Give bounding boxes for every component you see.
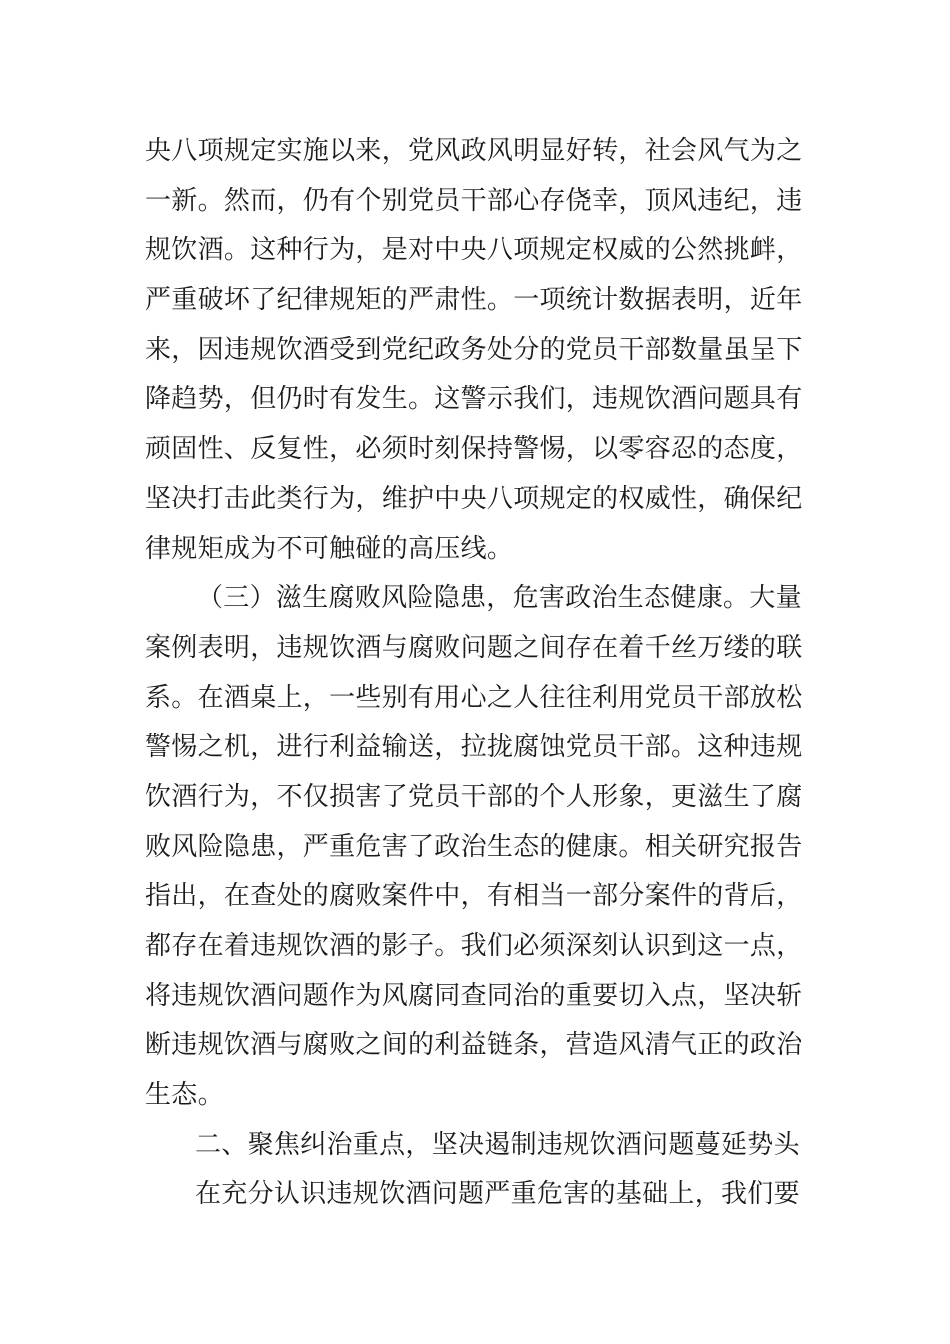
text-line: 坚决打击此类行为，维护中央八项规定的权威性，确保纪 — [145, 483, 803, 514]
text-line: 警惕之机，进行利益输送，拉拢腐蚀党员干部。这种违规 — [145, 732, 803, 763]
text-line: 都存在着违规饮酒的影子。我们必须深刻认识到这一点， — [145, 931, 803, 961]
text-line: 将违规饮酒问题作为风腐同查同治的重要切入点，坚决斩 — [145, 980, 803, 1011]
text-line: 顽固性、反复性，必须时刻保持警惕，以零容忍的态度， — [145, 434, 803, 465]
text-line: 规饮酒。这种行为，是对中央八项规定权威的公然挑衅， — [145, 235, 803, 266]
document-body — [145, 127, 807, 1220]
text-line: 饮酒行为，不仅损害了党员干部的个人形象，更滋生了腐 — [145, 781, 803, 812]
text-line: 案例表明，违规饮酒与腐败问题之间存在着千丝万缕的联 — [145, 632, 803, 663]
text-line: 严重破坏了纪律规矩的严肃性。一项统计数据表明，近年 — [145, 285, 803, 316]
text-line: 一新。然而，仍有个别党员干部心存侥幸，顶风违纪，违 — [145, 185, 803, 216]
text-line: 断违规饮酒与腐败之间的利益链条，营造风清气正的政治 — [145, 1030, 803, 1061]
paragraph-start-line: 在充分认识违规饮酒问题严重危害的基础上，我们要 — [195, 1179, 800, 1210]
text-line: 败风险隐患，严重危害了政治生态的健康。相关研究报告 — [145, 831, 803, 862]
text-line: 系。在酒桌上，一些别有用心之人往往利用党员干部放松 — [145, 682, 803, 713]
text-line: 指出，在查处的腐败案件中，有相当一部分案件的背后， — [145, 881, 803, 912]
text-line: 降趋势，但仍时有发生。这警示我们，违规饮酒问题具有 — [145, 384, 803, 415]
text-line: 律规矩成为不可触碰的高压线。 — [145, 533, 514, 564]
section-two-heading: 二、聚焦纠治重点，坚决遏制违规饮酒问题蔓延势头 — [195, 1129, 800, 1160]
section-three-heading-line: （三）滋生腐败风险隐患，危害政治生态健康。大量 — [197, 583, 802, 614]
text-line: 生态。 — [145, 1080, 224, 1111]
text-line: 央八项规定实施以来，党风政风明显好转，社会风气为之 — [145, 136, 803, 166]
text-line: 来，因违规饮酒受到党纪政务处分的党员干部数量虽呈下 — [145, 334, 803, 365]
